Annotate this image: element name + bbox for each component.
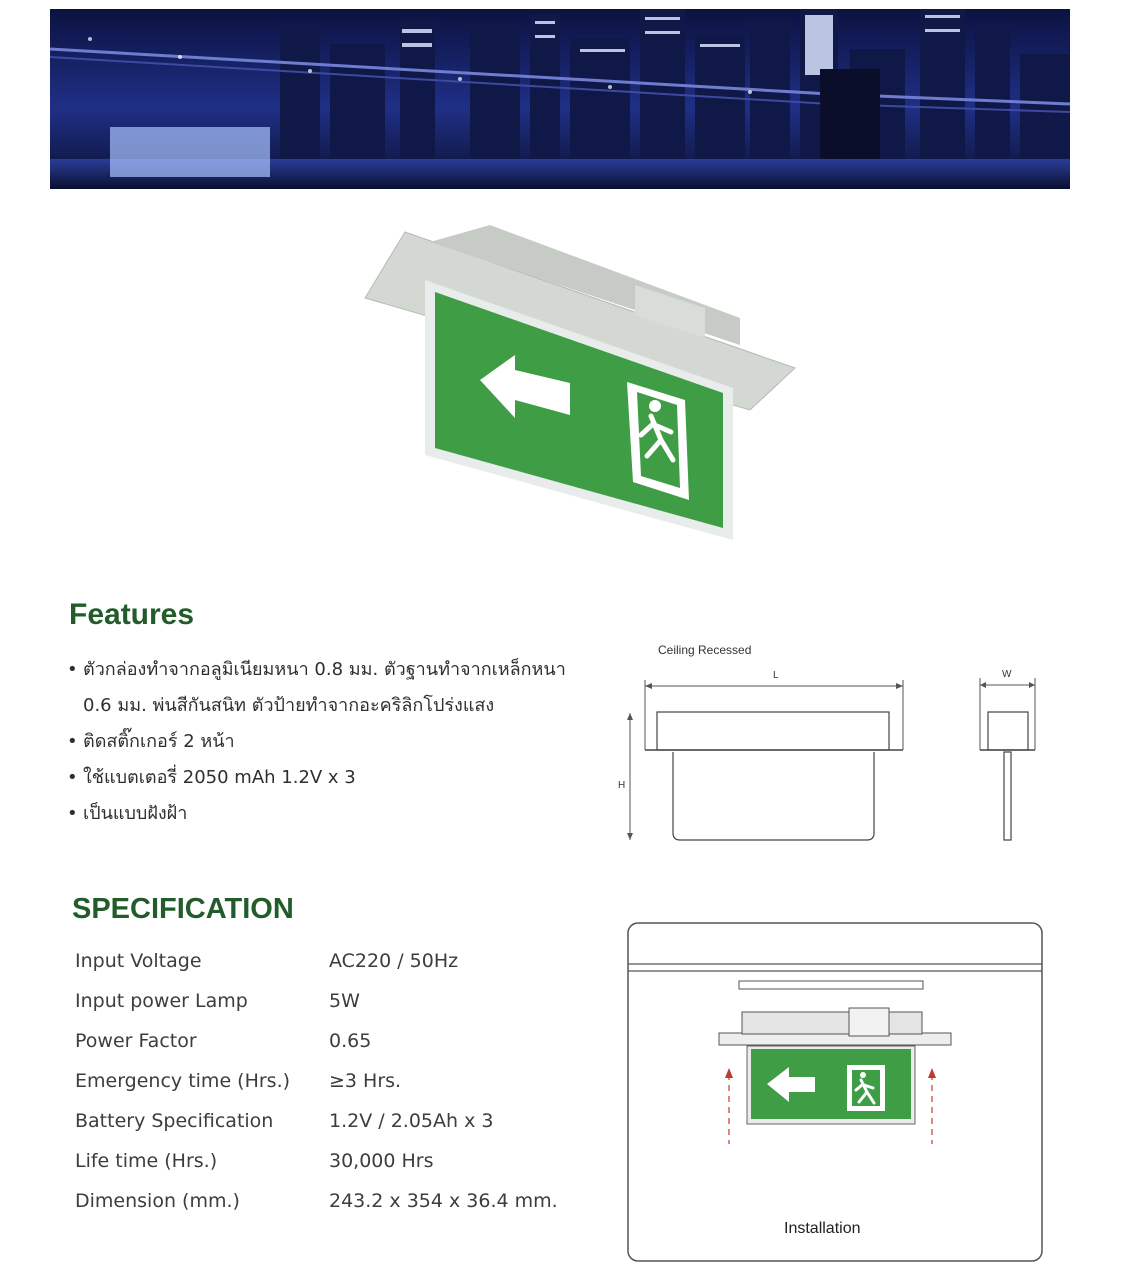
dimension-drawing (615, 640, 1075, 855)
features-heading: Features (69, 598, 195, 631)
spec-value: 30,000 Hrs (329, 1150, 434, 1172)
installation-diagram (627, 922, 1043, 1262)
specification-heading: SPECIFICATION (72, 893, 294, 925)
feature-item: • ตัวกล่องทำจากอลูมิเนียมหนา 0.8 มม. ตัวฐานทำจากเหล็กหนา 0.6 มม. พ่นสีกันสนิท ตัวป้ายทำจากอะคริลิกโปร่งแสง (67, 652, 593, 724)
spec-row (75, 941, 558, 981)
spec-label: Life time (Hrs.) (75, 1150, 218, 1172)
installation-caption: Installation (784, 1220, 861, 1237)
product-image-exit-sign (355, 220, 805, 550)
spec-value: 0.65 (329, 1030, 372, 1052)
spec-value: ≥3 Hrs. (329, 1070, 402, 1092)
spec-row (75, 1141, 558, 1181)
running-man-exit-icon (627, 382, 689, 500)
spec-row (75, 1181, 558, 1221)
features-list (67, 652, 607, 832)
spec-value: 1.2V / 2.05Ah x 3 (329, 1110, 494, 1132)
label-length: L (773, 670, 779, 681)
label-width: W (1002, 669, 1012, 680)
feature-item: • ติดสติ๊กเกอร์ 2 หน้า (67, 724, 607, 760)
spec-value: AC220 / 50Hz (329, 950, 459, 972)
spec-label: Battery Specification (75, 1110, 274, 1132)
running-man-exit-icon (847, 1065, 885, 1111)
feature-item: • เป็นแบบฝังฝ้า (67, 796, 607, 832)
spec-row (75, 1021, 558, 1061)
spec-label: Emergency time (Hrs.) (75, 1070, 291, 1092)
spec-value: 5W (329, 990, 360, 1012)
drawing-caption: Ceiling Recessed (658, 643, 752, 657)
spec-label: Input Voltage (75, 950, 202, 972)
banner-cityscape-image (50, 9, 1070, 189)
feature-item: • ใช้แบตเตอรี่ 2050 mAh 1.2V x 3 (67, 760, 607, 796)
spec-label: Dimension (mm.) (75, 1190, 240, 1212)
spec-row (75, 1101, 558, 1141)
specification-table (75, 941, 558, 1221)
label-height: H (618, 780, 626, 791)
spec-row (75, 1061, 558, 1101)
spec-label: Input power Lamp (75, 990, 248, 1012)
spec-label: Power Factor (75, 1030, 197, 1052)
spec-row (75, 981, 558, 1021)
spec-value: 243.2 x 354 x 36.4 mm. (329, 1190, 558, 1212)
